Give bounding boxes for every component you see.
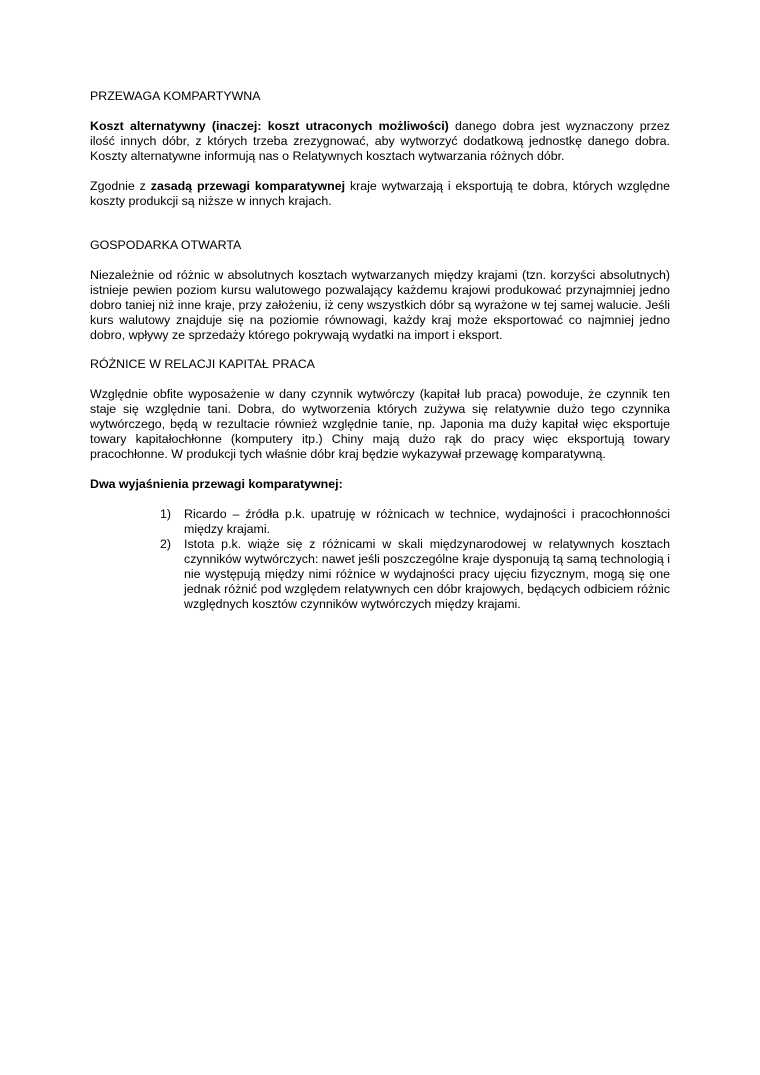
section-heading-open-economy: GOSPODARKA OTWARTA <box>90 238 242 252</box>
section-heading-comparative-advantage: PRZEWAGA KOMPARTYWNA <box>90 89 261 103</box>
opportunity-cost-definition: danego dobra jest wyznaczony przez ilość innych dóbr, z których trzeba zrezygnować, aby wytworzyć dodatkową jednostkę danego dobra. Koszty alternatywne informują nas o Relatywnych kosztach wytwarzania różnych dóbr. <box>90 119 670 163</box>
list-item-number: 2) <box>160 537 172 551</box>
list-item-text: Istota p.k. wiąże się z różnicami w skali międzynarodowej w relatywnych kosztach czynników wytwórczych: nawet jeśli poszczególne kraje dysponują tą samą technologią i nie występują między nimi różnice w wydajności pracy ujęciu fizycznym, mogą się one jednak różnić pod względem relatywnych cen dóbr krajowych, będących odbiciem różnic względnych kosztów czynników wytwórczych między krajami. <box>184 537 670 611</box>
principle-definition: kraje wytwarzają i eksportują te dobra, których względne koszty produkcji są niższe w innych krajach. <box>90 179 670 208</box>
document-page <box>90 89 670 612</box>
principle-intro: Zgodnie z <box>90 179 151 193</box>
list-item-number: 1) <box>160 507 172 521</box>
section-heading-capital-labor: RÓŻNICE W RELACJI KAPITAŁ PRACA <box>90 357 315 371</box>
paragraph-open-economy: Niezależnie od różnic w absolutnych kosztach wytwarzanych między krajami (tzn. korzyści absolutnych) istnieje pewien poziom kursu walutowego pozwalający każdemu krajowi produkować przynajmniej jedno dobro taniej niż inne kraje, przy założeniu, iż ceny wszystkich dóbr są wyrażone w tej samej walucie. Jeśli kurs walutowy znajduje się na poziomie równowagi, każdy kraj może eksportować co najmniej jedno dobro, wpływy ze sprzedaży którego pokrywają wydatki na import i eksport. <box>90 268 670 342</box>
section-heading-two-explanations <box>90 477 670 492</box>
two-explanations-title: Dwa wyjaśnienia przewagi komparatywnej: <box>90 477 343 491</box>
term-comparative-advantage: zasadą przewagi komparatywnej <box>150 179 346 193</box>
explanations-list <box>160 507 670 612</box>
list-item <box>160 537 670 612</box>
list-item <box>160 507 670 537</box>
list-item-text: Ricardo – źródła p.k. upatruję w różnicach w technice, wydajności i pracochłonności między krajami. <box>184 507 670 536</box>
term-opportunity-cost: Koszt alternatywny (inaczej: koszt utraconych możliwości) <box>90 119 449 133</box>
paragraph-capital-labor: Względnie obfite wyposażenie w dany czynnik wytwórczy (kapitał lub praca) powoduje, że czynnik ten staje się względnie tani. Dobra, do wytworzenia których zużywa się relatywnie dużo tego czynnika wytwórczego, będą w rezultacie również względnie tanie, np. Japonia ma duży kapitał więc eksportuje towary kapitałochłonne (komputery itp.) Chiny mają dużo rąk do pracy więc eksportują towary pracochłonne. W produkcji tych właśnie dóbr kraj będzie wykazywał przewagę komparatywną. <box>90 387 670 461</box>
paragraph-opportunity-cost <box>90 119 670 164</box>
paragraph-comparative-advantage-principle <box>90 179 670 209</box>
